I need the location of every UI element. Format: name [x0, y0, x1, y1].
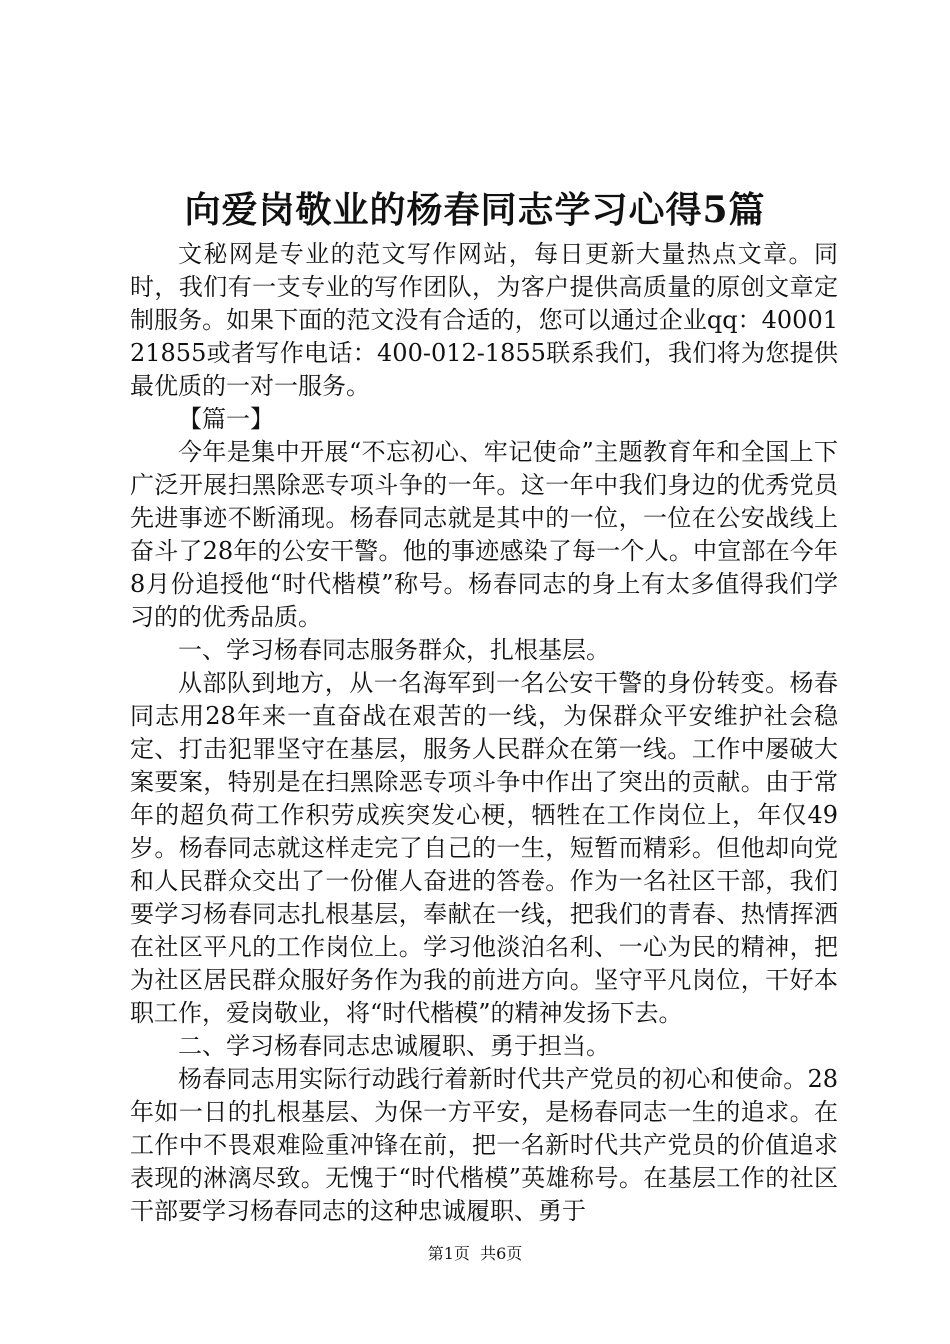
intro-paragraph: 文秘网是专业的范文写作网站，每日更新大量热点文章。同时，我们有一支专业的写作团队，为客户提供高质量的原创文章定制服务。如果下面的范文没有合适的，您可以通过企业qq：4000121855或者写作电话：400-012-1855联系我们，我们将为您提供最优质的一对一服务。 [130, 240, 838, 400]
document-body [130, 238, 838, 1228]
section-heading: 一、学习杨春同志服务群众，扎根基层。 [178, 636, 610, 664]
section-heading: 二、学习杨春同志忠诚履职、勇于担当。 [178, 1032, 610, 1060]
page-footer [0, 1242, 950, 1266]
body-paragraph: 杨春同志用实际行动践行着新时代共产党员的初心和使命。28年如一日的扎根基层、为保一方平安，是杨春同志一生的追求。在工作中不畏艰难险重冲锋在前，把一名新时代共产党员的价值追求表现的淋漓尽致。无愧于“时代楷模”英雄称号。在基层工作的社区干部要学习杨春同志的这种忠诚履职、勇于 [130, 1065, 838, 1225]
document-title: 向爱岗敬业的杨春同志学习心得5篇 [184, 189, 766, 231]
section-marker: 【篇一】 [178, 405, 274, 433]
body-paragraph: 从部队到地方，从一名海军到一名公安干警的身份转变。杨春同志用28年来一直奋战在艰苦的一线，为保群众平安维护社会稳定、打击犯罪坚守在基层，服务人民群众在第一线。工作中屡破大案要案，特别是在扫黑除恶专项斗争中作出了突出的贡献。由于常年的超负荷工作积劳成疾突发心梗，牺牲在工作岗位上，年仅49岁。杨春同志就这样走完了自己的一生，短暂而精彩。但他却向党和人民群众交出了一份催人奋进的答卷。作为一名社区干部，我们要学习杨春同志扎根基层，奉献在一线，把我们的青春、热情挥洒在社区平凡的工作岗位上。学习他淡泊名利、一心为民的精神，把为社区居民群众服好务作为我的前进方向。坚守平凡岗位，干好本职工作，爱岗敬业，将“时代楷模”的精神发扬下去。 [130, 669, 838, 1027]
body-paragraph: 今年是集中开展“不忘初心、牢记使命”主题教育年和全国上下广泛开展扫黑除恶专项斗争的一年。这一年中我们身边的优秀党员先进事迹不断涌现。杨春同志就是其中的一位，一位在公安战线上奋斗了28年的公安干警。他的事迹感染了每一个人。中宣部在今年8月份追授他“时代楷模”称号。杨春同志的身上有太多值得我们学习的的优秀品质。 [130, 438, 838, 631]
page-total: 共6页 [480, 1244, 523, 1263]
page-number: 第1页 [427, 1244, 470, 1263]
